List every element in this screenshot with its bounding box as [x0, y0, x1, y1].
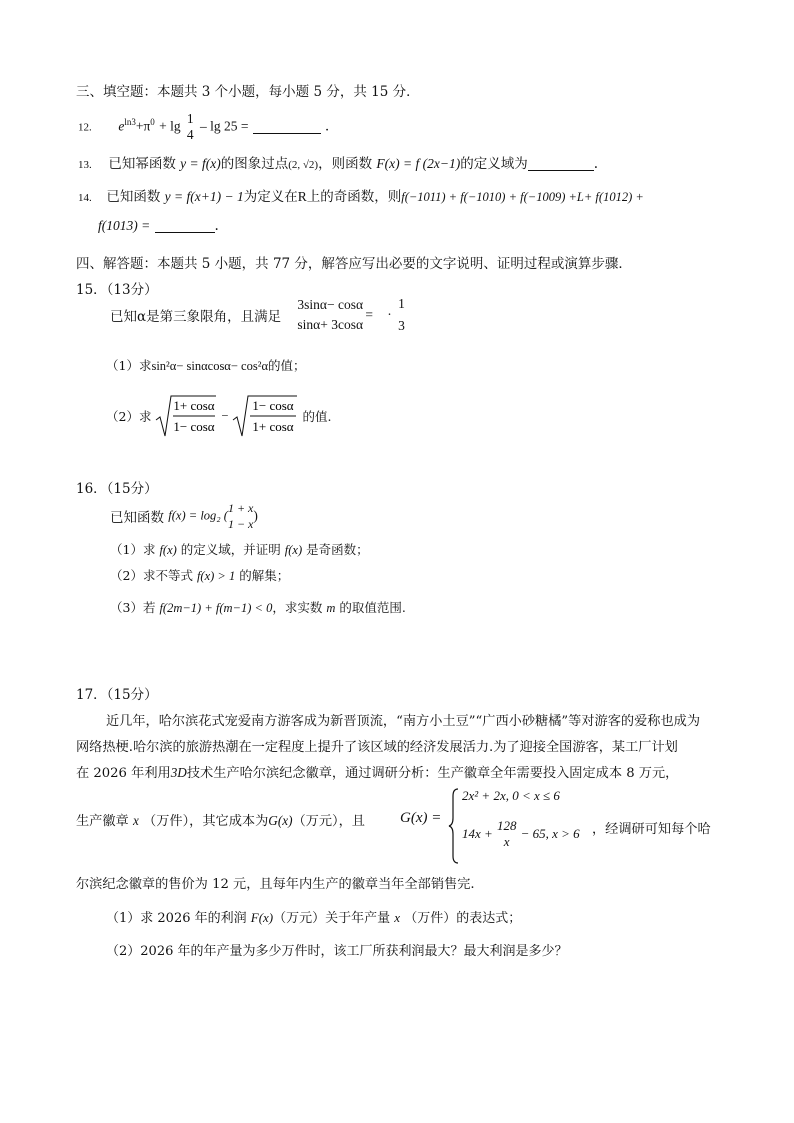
q17-para3-a: 在 2026 年利用: [76, 766, 171, 781]
q17-case2-frac: [497, 818, 517, 850]
q15-frac-num: 3sinα− cosα: [297, 297, 364, 312]
q17-para3-b: 技术生产哈尔滨纪念徽章，通过调研分析：生产徽章全年需要投入固定成本 8 万元，: [186, 766, 679, 781]
q17-part1: [106, 907, 521, 926]
q17-para4: [76, 786, 365, 829]
q12-sup: ln3: [124, 117, 136, 127]
q14-text-c: 上的奇函数，则: [306, 189, 402, 205]
q17-g-label: G(x) =: [400, 810, 442, 826]
q12-end: ．: [325, 118, 339, 135]
q17-case2-den: x: [503, 834, 510, 849]
q16-part1: [110, 540, 369, 558]
q15-rhs-num: 1: [398, 296, 405, 311]
q16-header: 16．（15分）: [76, 481, 158, 497]
q16-frac-den: 1 − x: [227, 517, 254, 531]
q17-para1: 近几年，哈尔滨花式宠爱南方游客成为新晋顶流，“南方小土豆”“广西小砂糖橘”等对游客的爱称也成为: [106, 714, 701, 729]
section-4-title: 四、解答题：本题共 5 小题，共 77 分，解答应写出必要的文字说明、证明过程或演算步骤．: [76, 256, 632, 272]
q16-p2-label: （2）求不等式: [110, 568, 193, 583]
q17-p1-a: （1）求 2026 年的利润: [106, 911, 247, 926]
q17-case2-num: 128: [496, 818, 517, 833]
q17-para4-b: （万件），其它成本为: [143, 814, 269, 829]
q17-g-def: [400, 808, 441, 827]
q12-fraction: [187, 111, 194, 143]
q12-number: 12.: [78, 121, 92, 134]
q15-rad2-den: 1+ cosα: [252, 419, 295, 434]
q14-text-a: 已知函数: [106, 189, 161, 205]
q15-radical-1: [155, 394, 217, 438]
q16-p3-mid: ，求实数: [272, 600, 323, 615]
q17-p1-c: （万件）的表达式；: [404, 911, 522, 926]
q14-expr-a: y = f(x+1) − 1: [164, 189, 244, 204]
q17-para3-3d: 3D: [170, 765, 187, 780]
q13-expr-b: F(x) = f (2x−1): [376, 156, 461, 171]
q14-line2-expr: f(1013) =: [98, 218, 151, 233]
q16-frac-num: 1 + x: [227, 501, 254, 515]
q16-def-text: 已知函数: [110, 510, 164, 526]
q14-answer-blank[interactable]: [155, 218, 215, 233]
q12-frac-den: 4: [186, 127, 194, 142]
q14-line1: [78, 185, 644, 205]
q13-expr-a: y = f(x): [180, 156, 221, 171]
q15-rad1-num: 1+ cosα: [173, 398, 216, 413]
q17-para4-x: x: [132, 813, 139, 828]
q12-line: [78, 111, 339, 143]
q16-part3: [110, 598, 406, 616]
q12-pi: +π: [135, 118, 151, 134]
q14-end: .: [214, 218, 219, 234]
q15-part2: [106, 394, 331, 438]
q17-para4-g: G(x): [268, 813, 293, 828]
q16-p3-m: m: [326, 601, 336, 615]
q14-text-b: 为定义在: [243, 189, 298, 205]
q16-definition: [110, 500, 258, 532]
q15-p2-minus: −: [221, 408, 229, 423]
q13-point: (2, √2): [288, 159, 319, 171]
q17-para4-a: 生产徽章: [76, 814, 129, 829]
q15-p2-end: 的值.: [302, 409, 332, 424]
q16-def-close: ): [253, 508, 258, 523]
q15-cond-text: 已知α是第三象限角，且满足: [110, 309, 282, 325]
q17-para4-d: ，经调研可知每个哈: [592, 822, 711, 837]
q12-tail: – lg 25 =: [199, 118, 249, 134]
q17-case-1: [462, 788, 560, 804]
q17-part2: （2）2026 年的年产量为多少万件时，该工厂所获利润最大？最大利润是多少？: [106, 944, 568, 959]
q17-case2-b: − 65, x > 6: [520, 826, 580, 841]
left-brace-icon: [448, 788, 460, 864]
q17-para5: 尔滨纪念徽章的售价为 12 元，且每年内生产的徽章当年全部销售完.: [76, 877, 475, 892]
q16-fraction: [228, 500, 253, 532]
q15-rad1-den: 1− cosα: [173, 419, 216, 434]
q15-rhs-den: 3: [398, 318, 405, 333]
q13-number: 13.: [78, 159, 92, 171]
q12-e: e: [118, 118, 125, 134]
q14-expr-b: f(−1011) + f(−1010) + f(−1009) +L+ f(1012) +: [401, 190, 644, 204]
q17-p1-f: F(x): [250, 910, 274, 925]
q16-p1-fx: f(x): [159, 543, 177, 557]
q17-para2: 网络热梗.哈尔滨的旅游热潮在一定程度上提升了该区域的经济发展活力.为了迎接全国游客，某工厂计划: [76, 740, 678, 755]
q16-p1-fx2: f(x): [284, 543, 303, 557]
q16-p2-end: 的解集；: [239, 568, 290, 583]
q14-set: R: [297, 189, 307, 204]
section-3-title: 三、填空题：本题共 3 个小题，每小题 5 分，共 15 分．: [76, 84, 420, 100]
q13-text-c: ，则函数: [318, 156, 373, 172]
q15-fraction: [291, 297, 369, 333]
q15-rhs-prefix: ·: [387, 307, 392, 322]
q16-p2-expr: f(x) > 1: [196, 569, 236, 583]
q15-p2-label: （2）求: [106, 409, 152, 424]
q15-header: 15．（13分）: [76, 282, 158, 298]
q12-frac-num: 1: [186, 111, 194, 126]
q16-def-expr: f(x) = log₂ (: [168, 508, 228, 523]
q14-number: 14.: [78, 192, 92, 204]
q16-p1-end: 是奇函数；: [306, 542, 369, 557]
q17-case2-a: 14x +: [462, 826, 493, 841]
q17-case-2: [462, 818, 580, 850]
q16-part2: [110, 566, 289, 584]
q15-p1-expr: sin²α− sinαcosα− cos²α: [151, 359, 268, 373]
q12-lg: + lg: [159, 118, 181, 134]
q13-answer-blank[interactable]: [528, 156, 594, 171]
radical-sign-icon: [232, 394, 298, 438]
q15-condition: [110, 296, 405, 334]
q17-para4-c: （万元），且: [292, 814, 365, 829]
q13-text-b: 的图象过点: [220, 156, 289, 172]
q13-end: .: [593, 156, 599, 172]
q16-p3-end: 的取值范围.: [339, 600, 406, 615]
q17-para3: [76, 762, 678, 781]
q16-p3-expr: f(2m−1) + f(m−1) < 0: [159, 601, 273, 615]
q13-text-a: 已知幂函数: [108, 156, 176, 172]
q12-sup2: 0: [150, 117, 155, 127]
q15-eq: =: [365, 307, 373, 322]
q15-p1-end: 的值；: [268, 358, 306, 373]
q13-text-d: 的定义域为: [460, 156, 528, 172]
q15-rhs-fraction: [398, 296, 405, 334]
q17-p1-b: （万元）关于年产量: [273, 911, 391, 926]
q15-radical-2: [232, 394, 298, 438]
q16-p3-label: （3）若: [110, 600, 156, 615]
q15-p1-label: （1）求: [106, 358, 152, 373]
q15-part1: [106, 356, 306, 374]
q15-rad2-num: 1− cosα: [252, 398, 295, 413]
q16-p1-mid: 的定义域，并证明: [180, 542, 281, 557]
q14-line2: [98, 218, 219, 234]
q15-frac-den: sinα+ 3cosα: [297, 317, 364, 332]
q12-answer-blank[interactable]: [253, 119, 321, 134]
q13-line: [78, 152, 598, 172]
q16-p1-label: （1）求: [110, 542, 156, 557]
radical-sign-icon: [155, 394, 217, 438]
q17-case1-expr: 2x² + 2x, 0 < x ≤ 6: [462, 788, 560, 803]
q17-p1-x: x: [394, 910, 401, 925]
q17-header: 17．（15分）: [76, 687, 158, 703]
